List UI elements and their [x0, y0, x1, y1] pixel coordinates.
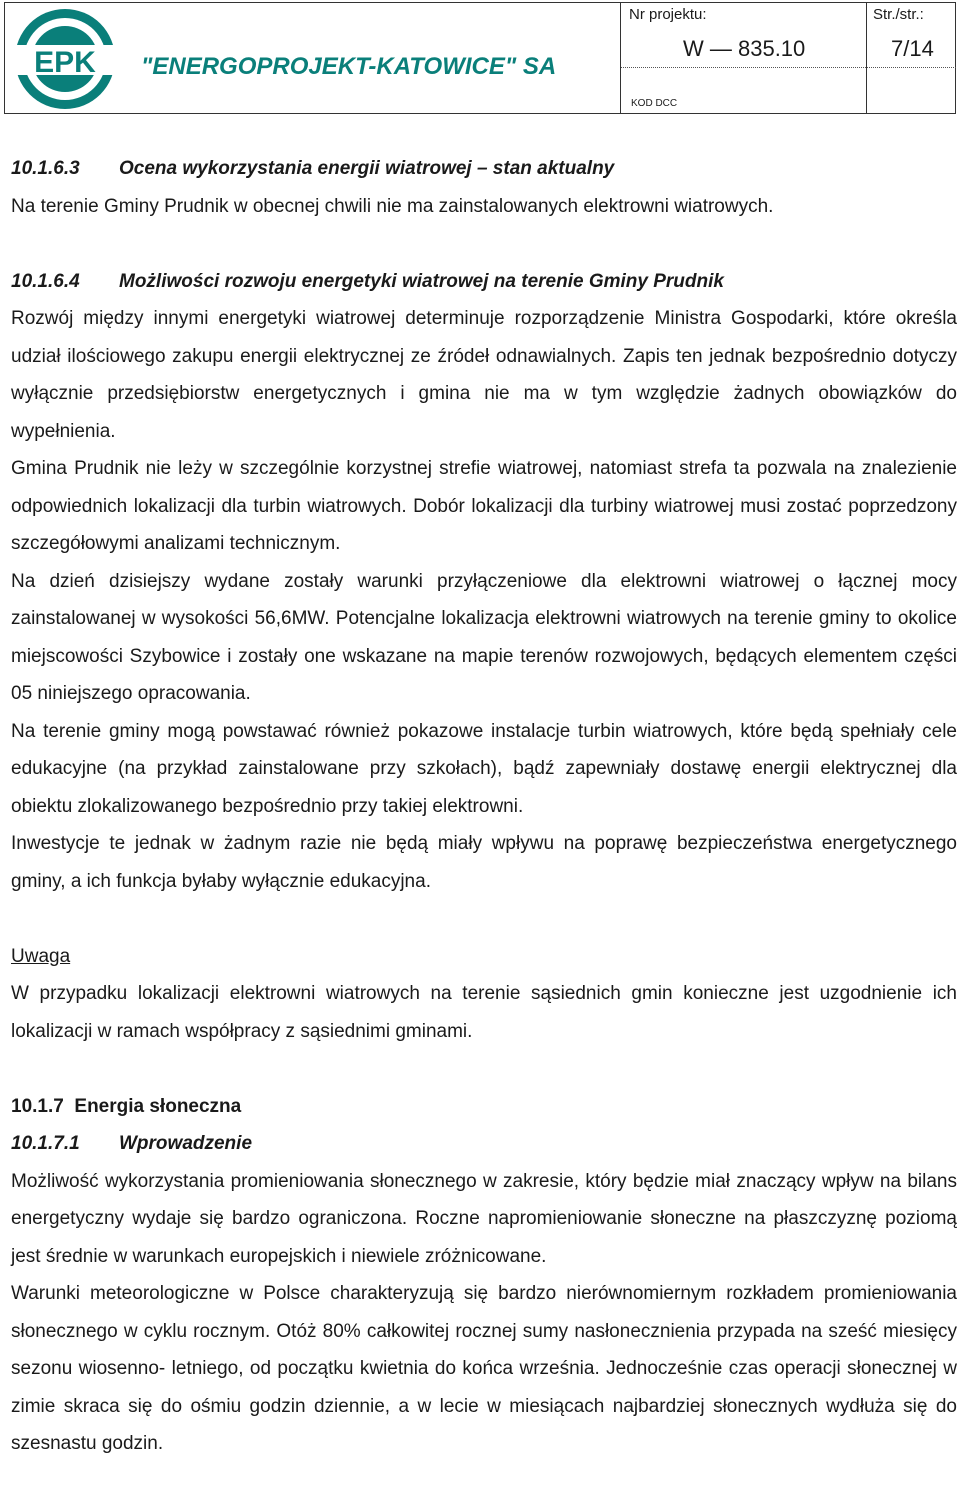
- project-label: Nr projektu:: [629, 6, 707, 23]
- divider: [621, 67, 866, 68]
- section-heading: [11, 263, 957, 301]
- paragraph: Na terenie gminy mogą powstawać również pokazowe instalacje turbin wiatrowych, które będą spełniały cele edukacyjne (na przykład zainstalowane przy szkołach), bądź zapewniały dostawę energii elektrycznej dla obiektu zlokalizowanego bezpośrednio przy takiej elektrowni.: [11, 720, 957, 817]
- section-number: 10.1.7.1: [11, 1133, 80, 1154]
- paragraph: W przypadku lokalizacji elektrowni wiatrowych na terenie sąsiednich gmin konieczne jest uzgodnienie ich lokalizacji w ramach współpracy z sąsiednimi gminami.: [11, 983, 957, 1042]
- section-title: Możliwości rozwoju energetyki wiatrowej na terenie Gminy Prudnik: [119, 270, 724, 292]
- page-number-cell: [867, 3, 956, 113]
- section-number: 10.1.6.3: [11, 158, 80, 179]
- paragraph: Gmina Prudnik nie leży w szczególnie korzystnej strefie wiatrowej, natomiast strefa ta pozwala na znalezienie odpowiednich lokalizacji dla turbin wiatrowych. Dobór lokalizacji dla turbiny wiatrowej musi zostać poprzedzony szczegółowymi analizami technicznym.: [11, 458, 957, 554]
- section-number: 10.1.6.4: [11, 270, 80, 292]
- logo-text: EPK: [34, 46, 96, 79]
- paragraph: Na dzień dzisiejszy wydane zostały warunki przyłączeniowe dla elektrowni wiatrowej o łącznej mocy zainstalowanej w wysokości 56,6MW. Potencjalne lokalizacja elektrowni wiatrowych na terenie gminy to okolice miejscowości Szybowice i zostały one wskazane na mapie terenów rozwojowych, będących elementem części 05 niniejszego opracowania.: [11, 570, 957, 704]
- paragraph: Możliwość wykorzystania promieniowania słonecznego w zakresie, który będzie miał znaczący wpływ na bilans energetyczny wydaje się bardzo ograniczona. Roczne napromieniowanie słoneczne na płaszczyznę poziomą jest średnie w warunkach europejskich i niewiele zróżnicowane.: [11, 1170, 957, 1267]
- paragraph: Rozwój między innymi energetyki wiatrowej determinuje rozporządzenie Ministra Gospodarki, które określa udział ilościowego zakupu energii elektrycznej ze źródeł odnawialnych. Zapis ten jednak bezpośrednio dotyczy wyłącznie przedsiębiorstw energetycznych i gmina nie ma w tym względzie żadnych obowiązków do wypełnienia.: [11, 308, 957, 442]
- project-number-cell: [621, 3, 867, 113]
- logo-cell: [5, 3, 621, 113]
- page-label: Str./str.:: [873, 6, 924, 23]
- paragraph: Inwestycje te jednak w żadnym razie nie będą miały wpływu na poprawę bezpieczeństwa energetycznego gminy, a ich funkcja byłaby wyłącznie edukacyjna.: [11, 833, 957, 892]
- section-title: Ocena wykorzystania energii wiatrowej – stan aktualny: [119, 158, 615, 179]
- company-name: "ENERGOPROJEKT-KATOWICE" SA: [141, 53, 557, 80]
- paragraph: Warunki meteorologiczne w Polsce charakteryzują się bardzo nierównomiernym rozkładem promieniowania słonecznego w cyklu rocznym. Otóż 80% całkowitej rocznej sumy nasłonecznienia przypada na sześć miesięcy sezonu wiosenno- letniego, od początku kwietnia do końca września. Jednocześnie czas operacji słonecznej w zimie skraca się do ośmiu godzin dziennie, a w lecie w miesiącach najbardziej słonecznych wydłuża się do szesnastu godzin.: [11, 1283, 957, 1454]
- section-title: Energia słoneczna: [74, 1095, 242, 1117]
- project-number: W — 835.10: [683, 36, 806, 61]
- section-title: Wprowadzenie: [119, 1133, 253, 1154]
- note-label: Uwaga: [11, 945, 71, 967]
- document-body: [11, 150, 957, 1463]
- kod-dcc-label: KOD DCC: [631, 98, 678, 109]
- paragraph: Na terenie Gminy Prudnik w obecnej chwili nie ma zainstalowanych elektrowni wiatrowych.: [11, 195, 774, 217]
- page-value: 7/14: [891, 36, 934, 61]
- section-heading: [11, 150, 957, 188]
- divider: [867, 67, 956, 68]
- epk-logo-icon: [11, 5, 119, 113]
- document-header: [4, 2, 956, 114]
- section-heading: [11, 1088, 957, 1126]
- subsection-heading: [11, 1125, 957, 1163]
- section-number: 10.1.7: [11, 1095, 64, 1117]
